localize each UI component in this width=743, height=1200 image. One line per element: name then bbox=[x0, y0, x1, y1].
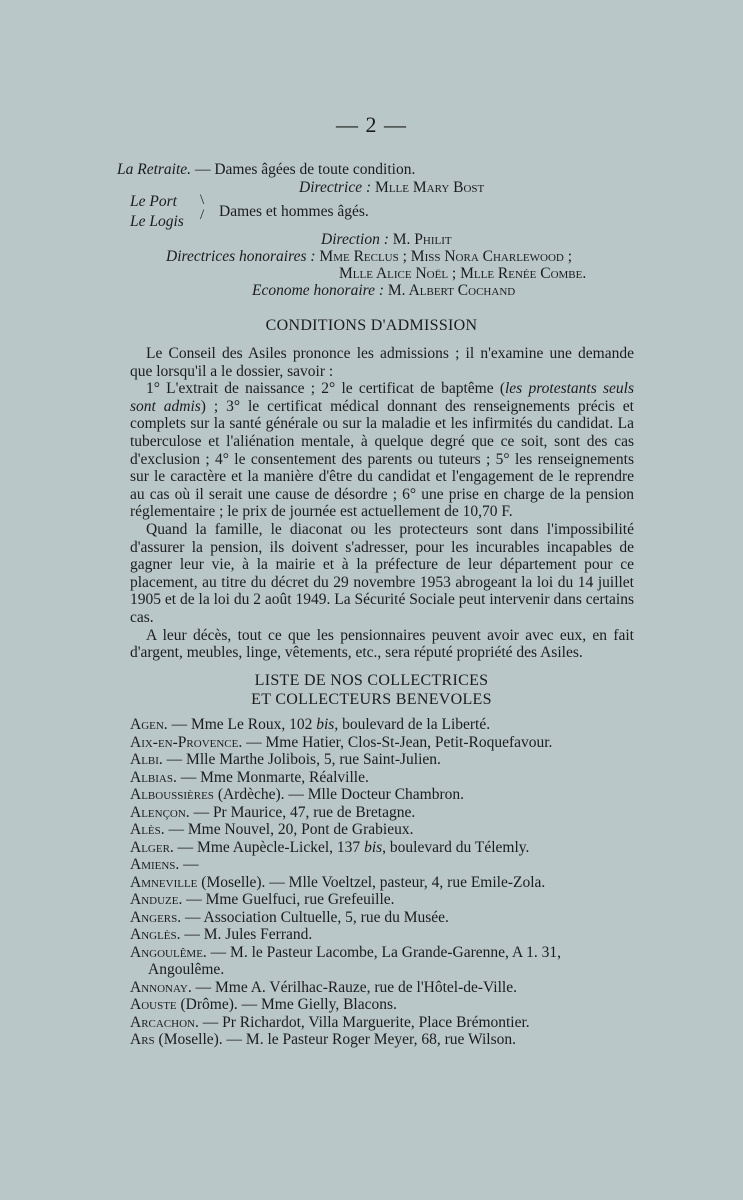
p2-italic: les protestants seuls sont admis bbox=[130, 380, 634, 415]
list-item bbox=[130, 769, 634, 787]
collector-place: Angoulême. bbox=[130, 943, 207, 961]
collector-text: — Pr Maurice, 47, rue de Bretagne. bbox=[189, 803, 416, 821]
conditions-paragraph-4: A leur décès, tout ce que les pensionnaires peuvent avoir avec eux, en fait d'argent, meubles, linge, vêtements, etc., sera réputé propriété des Asiles. bbox=[130, 626, 634, 662]
collector-text: — Mme Aupècle-Lickel, 137 bbox=[173, 838, 365, 856]
hon-econome-label: Econome honoraire : bbox=[252, 282, 385, 299]
collector-text: — Mme Guelfuci, rue Grefeuille. bbox=[182, 891, 395, 908]
list-item bbox=[130, 944, 634, 979]
list-item bbox=[130, 1014, 634, 1032]
collector-place: Aouste bbox=[130, 996, 177, 1013]
collectors-list bbox=[130, 716, 634, 1049]
direction-name: M. Philit bbox=[388, 231, 452, 248]
list-item bbox=[130, 1031, 634, 1049]
collector-text: — Mme Le Roux, 102 bbox=[167, 716, 317, 733]
collector-text: — Mme Monmarte, Réalville. bbox=[176, 768, 369, 786]
list-item bbox=[130, 979, 634, 997]
collector-place: Annonay. bbox=[130, 978, 192, 996]
list-item bbox=[130, 751, 634, 769]
collector-italic: bis bbox=[364, 838, 383, 856]
retraite-text: — Dames âgées de toute condition. bbox=[191, 161, 416, 178]
collector-place: Angers. bbox=[130, 908, 182, 926]
list-item bbox=[130, 716, 634, 734]
collectors-heading-line2: ET COLLECTEURS BENEVOLES bbox=[251, 691, 492, 708]
p2-part-b: ) ; 3° le certificat médical donnant des renseignements précis et complets sur la santé générale ou sur la maladie et les infirmités du candidat. La tuberculose et l'aliénation mentale, à quelque degré que ce soit, sont des cas d'exclusion ; 4° le consentement des parents ou tuteurs ; 5° les renseignements sur le caractère et la manière d'être du candidat et l'engagement de le reprendre au cas où il serait une cause de désordre ; 6° une prise en charge de la pension réglementaire ; le prix de journée est actuellement de 10,70 F. bbox=[130, 397, 634, 521]
collector-text: — Mme A. Vérilhac-Rauze, rue de l'Hôtel-de-Ville. bbox=[191, 978, 517, 996]
collector-text: — Pr Richardot, Villa Marguerite, Place Brémontier. bbox=[198, 1013, 530, 1031]
collector-place: Ars bbox=[130, 1031, 155, 1048]
collector-place: Amneville bbox=[130, 873, 198, 891]
collector-place: Albias. bbox=[130, 768, 177, 786]
conditions-paragraph-3: Quand la famille, le diaconat ou les protecteurs sont dans l'impossibilité d'assurer la pension, ils doivent s'adresser, pour les incurables incapables de gagner leur vie, à la mairie et à la préfecture de leur département pour ce placement, au titre du décret du 29 novembre 1953 abrogeant la loi du 14 juillet 1905 et de la loi du 2 août 1949. La Sécurité Sociale peut intervenir dans certains cas. bbox=[130, 520, 634, 626]
list-item bbox=[130, 856, 634, 874]
collector-place: Alès. bbox=[130, 821, 165, 838]
list-item bbox=[130, 821, 634, 839]
list-item bbox=[130, 786, 634, 804]
port-name: Le Port bbox=[130, 193, 177, 210]
retraite-line bbox=[117, 160, 415, 179]
conditions-heading: CONDITIONS D'ADMISSION bbox=[265, 317, 478, 334]
list-item bbox=[130, 734, 634, 752]
collector-text: — bbox=[179, 856, 199, 873]
collector-place: Anglès. bbox=[130, 926, 181, 943]
hon-econome-name: M. Albert Cochand bbox=[384, 282, 516, 299]
collector-place: Arcachon. bbox=[130, 1013, 199, 1031]
conditions-paragraph-1: Le Conseil des Asiles prononce les admissions ; il n'examine une demande que lorsqu'il a le dossier, savoir : bbox=[130, 345, 634, 380]
collector-text: — Association Cultuelle, 5, rue du Musée. bbox=[181, 908, 449, 926]
collector-text: — M. le Pasteur Lacombe, La Grande-Garenne, A 1. 31, Angoulême. bbox=[148, 943, 562, 978]
collector-place: Aix-en-Provence. bbox=[130, 733, 243, 751]
p2-part-a: 1° L'extrait de naissance ; 2° le certificat de baptême ( bbox=[146, 380, 505, 398]
conditions-body bbox=[130, 345, 634, 662]
collector-place: Alger. bbox=[130, 838, 174, 856]
collector-text: (Ardèche). — Mlle Docteur Chambron. bbox=[213, 786, 465, 803]
retraite-name: La Retraite. bbox=[117, 161, 192, 178]
conditions-paragraph-2 bbox=[130, 380, 634, 521]
collector-text: — Mme Hatier, Clos-St-Jean, Petit-Roquefavour. bbox=[242, 733, 553, 751]
list-item bbox=[130, 874, 634, 892]
retraite-director-line bbox=[299, 178, 484, 197]
page-number: — 2 — bbox=[336, 112, 407, 137]
hon-econome-line bbox=[252, 281, 515, 300]
hon-directors-label: Directrices honoraires : bbox=[166, 248, 316, 265]
collectors-heading-line1: LISTE DE NOS COLLECTRICES bbox=[254, 672, 489, 689]
list-item bbox=[130, 926, 634, 944]
collector-italic: bis bbox=[316, 716, 335, 733]
list-item bbox=[130, 839, 634, 857]
collector-place: Anduze. bbox=[130, 891, 183, 908]
list-item bbox=[130, 804, 634, 822]
logis-name: Le Logis bbox=[130, 213, 184, 230]
list-item bbox=[130, 891, 634, 909]
retraite-director-label: Directrice : bbox=[299, 179, 372, 196]
collector-place: Alboussières bbox=[130, 786, 214, 803]
list-item bbox=[130, 996, 634, 1014]
collector-place: Albi. bbox=[130, 751, 163, 768]
collector-place: Alençon. bbox=[130, 803, 190, 821]
collector-text: — Mlle Marthe Jolibois, 5, rue Saint-Julien. bbox=[162, 751, 441, 768]
collector-text: (Moselle). — Mlle Voeltzel, pasteur, 4, rue Emile-Zola. bbox=[197, 873, 546, 891]
collector-text: — Mme Nouvel, 20, Pont de Grabieux. bbox=[164, 821, 414, 838]
list-item bbox=[130, 909, 634, 927]
retraite-director-name: Mlle Mary Bost bbox=[371, 179, 485, 196]
collector-text-end: , boulevard du Télemly. bbox=[382, 838, 530, 856]
collector-text: (Moselle). — M. le Pasteur Roger Meyer, 68, rue Wilson. bbox=[154, 1031, 517, 1048]
collector-text: — M. Jules Ferrand. bbox=[180, 926, 313, 943]
brace-symbol: \ / bbox=[200, 192, 205, 223]
collector-place: Agen. bbox=[130, 716, 168, 733]
collector-place: Amiens. bbox=[130, 856, 180, 873]
collector-text: (Drôme). — Mme Gielly, Blacons. bbox=[176, 996, 397, 1013]
hon-directors-line2: Mlle Alice Noël ; Mlle Renée Combe. bbox=[339, 265, 587, 282]
collector-text-end: , boulevard de la Liberté. bbox=[334, 716, 491, 733]
hon-directors-names-1: Mme Reclus ; Miss Nora Charlewood ; bbox=[315, 248, 573, 265]
direction-label: Direction : bbox=[321, 231, 389, 248]
port-logis-text: Dames et hommes âgés. bbox=[219, 203, 369, 220]
